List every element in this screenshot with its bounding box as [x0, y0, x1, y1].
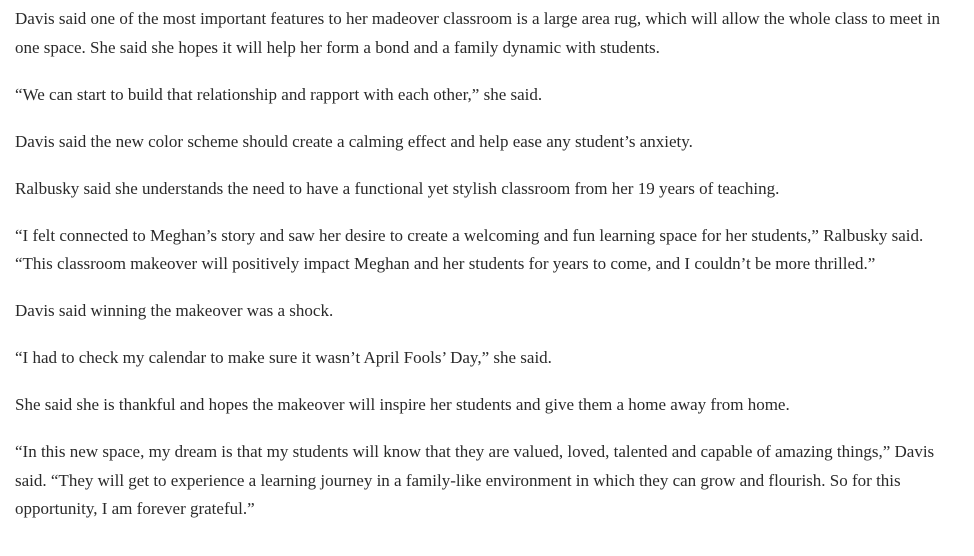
article-paragraph: She said she is thankful and hopes the makeover will inspire her students and give them a home away from home.	[15, 395, 790, 414]
article-paragraph: “I felt connected to Meghan’s story and saw her desire to create a welcoming and fun learning space for her students,” Ralbusky said. “This classroom makeover will positively impact Meghan and her students for years to come, and I couldn’t be more thrilled.”	[15, 225, 924, 273]
article-paragraph: “In this new space, my dream is that my students will know that they are valued, loved, talented and capable of amazing things,” Davis said. “They will get to experience a learning journey in a family-like environment in which they can grow and flourish. So for this opportunity, I am forever grateful.”	[15, 442, 935, 518]
article-paragraph: Davis said winning the makeover was a shock.	[15, 301, 334, 320]
article-paragraph: “I had to check my calendar to make sure it wasn’t April Fools’ Day,” she said.	[15, 348, 552, 367]
article-paragraph: Davis said the new color scheme should create a calming effect and help ease any student’s anxiety.	[15, 131, 693, 151]
article-paragraph: “We can start to build that relationship and rapport with each other,” she said.	[15, 84, 543, 104]
article-paragraph: Davis said one of the most important features to her madeover classroom is a large area rug, which will allow the whole class to meet in one space. She said she hopes it will help her form a bond and a family dynamic with students.	[15, 9, 940, 57]
article-paragraph: Ralbusky said she understands the need to have a functional yet stylish classroom from her 19 years of teaching.	[15, 178, 780, 198]
article-body	[15, 5, 960, 524]
